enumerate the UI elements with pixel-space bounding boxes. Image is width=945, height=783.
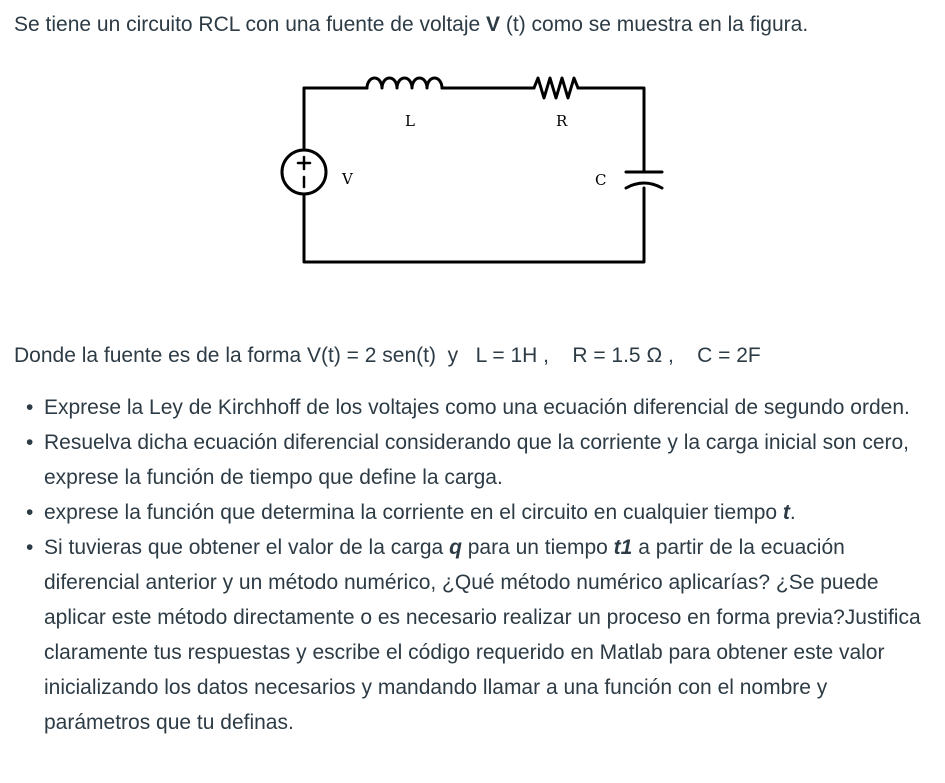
label-capacitor-c: C [595,171,607,189]
list-item [0,390,945,425]
task-4-bold-q: q [449,536,462,559]
task-2-text: Resuelva dicha ecuación diferencial considerando que la corriente y la carga inicial son cero, exprese la función de tiempo que define la carga. [44,431,909,489]
task-4-bold-t1: t1 [613,536,633,559]
task-3-bold-t: t [782,501,790,524]
task-3-text-start: exprese la función que determina la corriente en el circuito en cualquier tiempo [44,501,783,524]
plus-icon [298,157,310,169]
task-1-text: Exprese la Ley de Kirchhoff de los voltajes como una ecuación diferencial de segundo orden. [44,396,910,419]
list-item [0,530,945,740]
bullet-icon: • [26,431,34,454]
list-item [0,425,945,495]
task-3-text-end: . [789,501,796,524]
rlc-circuit-figure [270,60,690,275]
intro-paragraph [14,10,808,40]
task-4-text-part3: a partir de la ecuación diferencial anterior y un método numérico, ¿Qué método numérico aplicarías? ¿Se puede aplicar este método directamente o es necesario realizar un proceso en forma previa?Justifica claramente tus respuestas y escribe el código requerido en Matlab para obtener este valor inicializando los datos necesarios y mandando llamar a una función con el nombre y parámetros que tu definas. [44,536,921,734]
top-wire-right [578,88,644,172]
intro-bold-v: V [486,13,501,36]
bullet-icon: • [26,396,34,419]
bullet-icon: • [26,536,34,559]
rlc-circuit-diagram [270,60,690,275]
intro-text-end: (t) como se muestra en la figura. [500,13,809,36]
list-item [0,495,945,530]
task-list [0,390,945,740]
label-source-v: V [342,170,353,188]
label-inductor-l: L [405,112,415,130]
given-values: Donde la fuente es de la forma V(t) = 2 sen(t) y L = 1H , R = 1.5 Ω , C = 2F [14,344,761,367]
bullet-icon: • [26,501,34,524]
task-4-text-part2: para un tiempo [461,536,614,559]
label-resistor-r: R [556,112,568,130]
task-4-text-part1: Si tuvieras que obtener el valor de la carga [44,536,450,559]
inductor-coil [367,78,442,88]
intro-text-start: Se tiene un circuito RCL con una fuente de voltaje [14,13,487,36]
left-lower-wire [304,188,644,262]
resistor-zigzag [534,78,578,98]
